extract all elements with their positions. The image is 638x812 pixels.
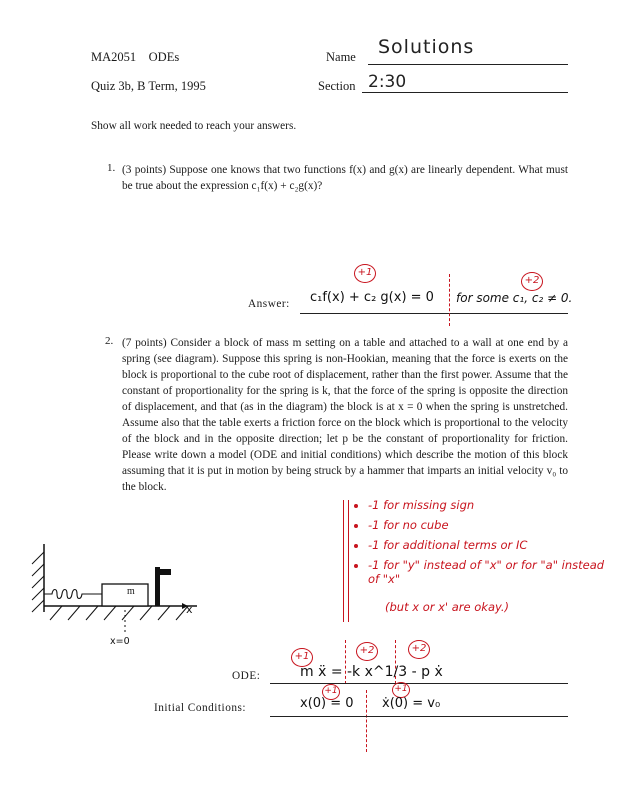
ic-mark-2: +1 (392, 682, 410, 698)
course-number: MA2051 (91, 50, 137, 64)
section-label: Section (318, 79, 356, 93)
grading-note-extra: (but x or x' are okay.) (385, 600, 510, 614)
grading-note: • -1 for no cube (368, 518, 618, 532)
name-label: Name (326, 50, 356, 64)
axis-label: x (186, 603, 193, 616)
ode-mark-2: +2 (356, 642, 378, 661)
q1-mark-2: +2 (521, 272, 543, 291)
section-underline (362, 92, 568, 93)
ic-underline (270, 716, 568, 717)
mass-label: m (127, 586, 135, 597)
spring-block-diagram (22, 538, 222, 650)
ic-mark-1: +1 (322, 684, 340, 700)
q1-answer-label: Answer: (248, 298, 290, 310)
instructions: Show all work needed to reach your answers. (91, 120, 297, 132)
mass-block (102, 584, 148, 606)
ode-underline (270, 683, 568, 684)
q1-answer-value: c₁f(x) + c₂ g(x) = 0 (310, 290, 434, 305)
q1-answer-underline (300, 313, 568, 314)
name-value: Solutions (378, 36, 475, 58)
q1-divider-mark (449, 274, 450, 326)
ode-mark-1: +1 (291, 648, 313, 667)
ic-divider (366, 690, 367, 752)
ode-value: m ẍ = -k x^1/3 - p ẋ (300, 664, 443, 680)
grading-note: • -1 for additional terms or IC (368, 538, 618, 552)
name-underline (368, 64, 568, 65)
section-value: 2:30 (368, 72, 407, 92)
course-subject: ODEs (148, 50, 180, 64)
quiz-title: Quiz 3b, B Term, 1995 (91, 79, 206, 93)
ic-value-2: ẋ(0) = v₀ (382, 696, 441, 711)
q2-text: (7 points) Consider a block of mass m setting on a table and attached to a wall at one end by a spring (see diagram). Suppose this spring is non-Hookian, meaning that the force is exerts on the block is proportional to the cube root of displacement, rather than the first power. Assume that the constant of proportionality for the spring is k, that the force of the spring is opposite the direction of displacement, and that (as in the diagram) the block is at x = 0 when the spring is unstretched. Assume also that the table exerts a friction force on the block which is proportional to the velocity of the block and in the opposite direction; let p be the constant of proportionality for friction. Please write down a model (ODE and initial conditions) which describe the motion of this block assuming that it is put in motion by being struck by a hammer that imparts an initial velocity v₀ to the block. (122, 337, 568, 493)
ode-label: ODE: (232, 670, 261, 682)
course-code (91, 50, 179, 65)
q1-number: 1. (107, 162, 116, 174)
ic-value-1: x(0) = 0 (300, 696, 354, 711)
origin-label: x=0 (110, 636, 130, 647)
ic-label: Initial Conditions: (154, 702, 247, 714)
grading-bracket-2 (348, 500, 349, 622)
grading-note: • -1 for "y" instead of "x" or for "a" instead of "x" (368, 558, 618, 586)
grading-notes (352, 498, 618, 592)
grading-bracket-1 (343, 500, 344, 622)
q1-mark-1: +1 (354, 264, 376, 283)
spring (44, 590, 102, 599)
grading-note: • -1 for missing sign (368, 498, 618, 512)
q1-answer-tail: for some c₁, c₂ ≠ 0. (456, 291, 573, 305)
hammer-head (155, 569, 171, 575)
ode-mark-3: +2 (408, 640, 430, 659)
q1-text: (3 points) Suppose one knows that two functions f(x) and g(x) are linearly dependent. What must be true about the expression c₁f(x) + c₂g(x)? (122, 164, 568, 192)
q2-number: 2. (105, 335, 114, 347)
